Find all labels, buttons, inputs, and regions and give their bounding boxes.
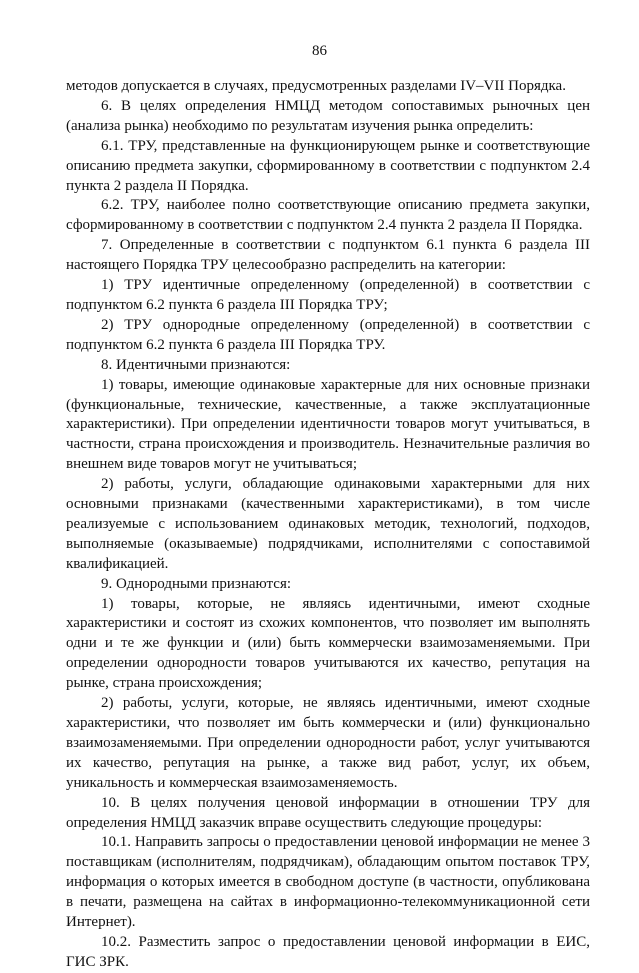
paragraph-15: 10.2. Разместить запрос о предоставлении ценовой информации в ЕИС, ГИС ЗРК.	[66, 933, 590, 970]
paragraph-4: 7. Определенные в соответствии с подпунктом 6.1 пункта 6 раздела III настоящего Порядка ТРУ целесообразно распределить на категории:	[66, 237, 590, 274]
paragraph-6: 2) ТРУ однородные определенному (определенной) в соответствии с подпунктом 6.2 пункта 6 раздела III Порядка ТРУ.	[66, 316, 590, 353]
paragraph-0: методов допускается в случаях, предусмотренных разделами IV–VII Порядка.	[66, 78, 566, 94]
paragraph-11: 1) товары, которые, не являясь идентичными, имеют сходные характеристики и состоят из схожих компонентов, что позволяет им выполнять одни и те же функции и (или) быть коммерчески взаимозаменяемыми. При определении однородности товаров учитываются их качество, репутация на рынке, страна происхождения;	[66, 595, 590, 692]
paragraph-14: 10.1. Направить запросы о предоставлении ценовой информации не менее 3 поставщикам (исполнителям, подрядчикам), обладающим опытом поставок ТРУ, информация о которых имеется в свободном доступе (в частности, опубликована в печати, размещена на сайтах в информационно-телекоммуникационной сети Интернет).	[66, 834, 590, 931]
paragraph-5: 1) ТРУ идентичные определенному (определенной) в соответствии с подпунктом 6.2 пункта 6 раздела III Порядка ТРУ;	[66, 277, 590, 313]
paragraph-10: 9. Однородными признаются:	[101, 575, 292, 592]
document-body	[66, 77, 590, 973]
paragraph-2: 6.1. ТРУ, представленные на функционирующем рынке и соответствующие описанию предмета закупки, сформированному в соответствии с подпунктом 2.4 пункта 2 раздела II Порядка.	[66, 137, 590, 194]
paragraph-7: 8. Идентичными признаются:	[101, 356, 291, 373]
paragraph-13: 10. В целях получения ценовой информации в отношении ТРУ для определения НМЦД заказчик вправе осуществить следующие процедуры:	[66, 794, 590, 831]
paragraph-8: 1) товары, имеющие одинаковые характерные для них основные признаки (функциональные, технические, качественные, а также эксплуатационные характеристики). При определении идентичности товаров могут учитываться, в частности, страна происхождения и производитель. Незначительные различия во внешнем виде товаров могут не учитываться;	[66, 376, 590, 473]
page-number: 86	[312, 43, 327, 59]
paragraph-3: 6.2. ТРУ, наиболее полно соответствующие описанию предмета закупки, сформированному в соответствии с подпунктом 2.4 пункта 2 раздела II Порядка.	[66, 197, 590, 234]
paragraph-1: 6. В целях определения НМЦД методом сопоставимых рыночных цен (анализа рынка) необходимо по результатам изучения рынка определить:	[66, 97, 590, 134]
paragraph-9: 2) работы, услуги, обладающие одинаковыми характерными для них основными признаками (качественными характеристиками), в том числе реализуемые с использованием одинаковых методик, технологий, подходов, выполняемые (оказываемые) подрядчиками, исполнителями с сопоставимой квалификацией.	[66, 476, 590, 572]
paragraph-12: 2) работы, услуги, которые, не являясь идентичными, имеют сходные характеристики, что позволяет им быть коммерчески и (или) функционально взаимозаменяемыми. При определении однородности работ, услуг учитываются их качество, репутация на рынке, а также вид работ, услуг, их объем, уникальность и коммерческая взаимозаменяемость.	[66, 695, 590, 791]
